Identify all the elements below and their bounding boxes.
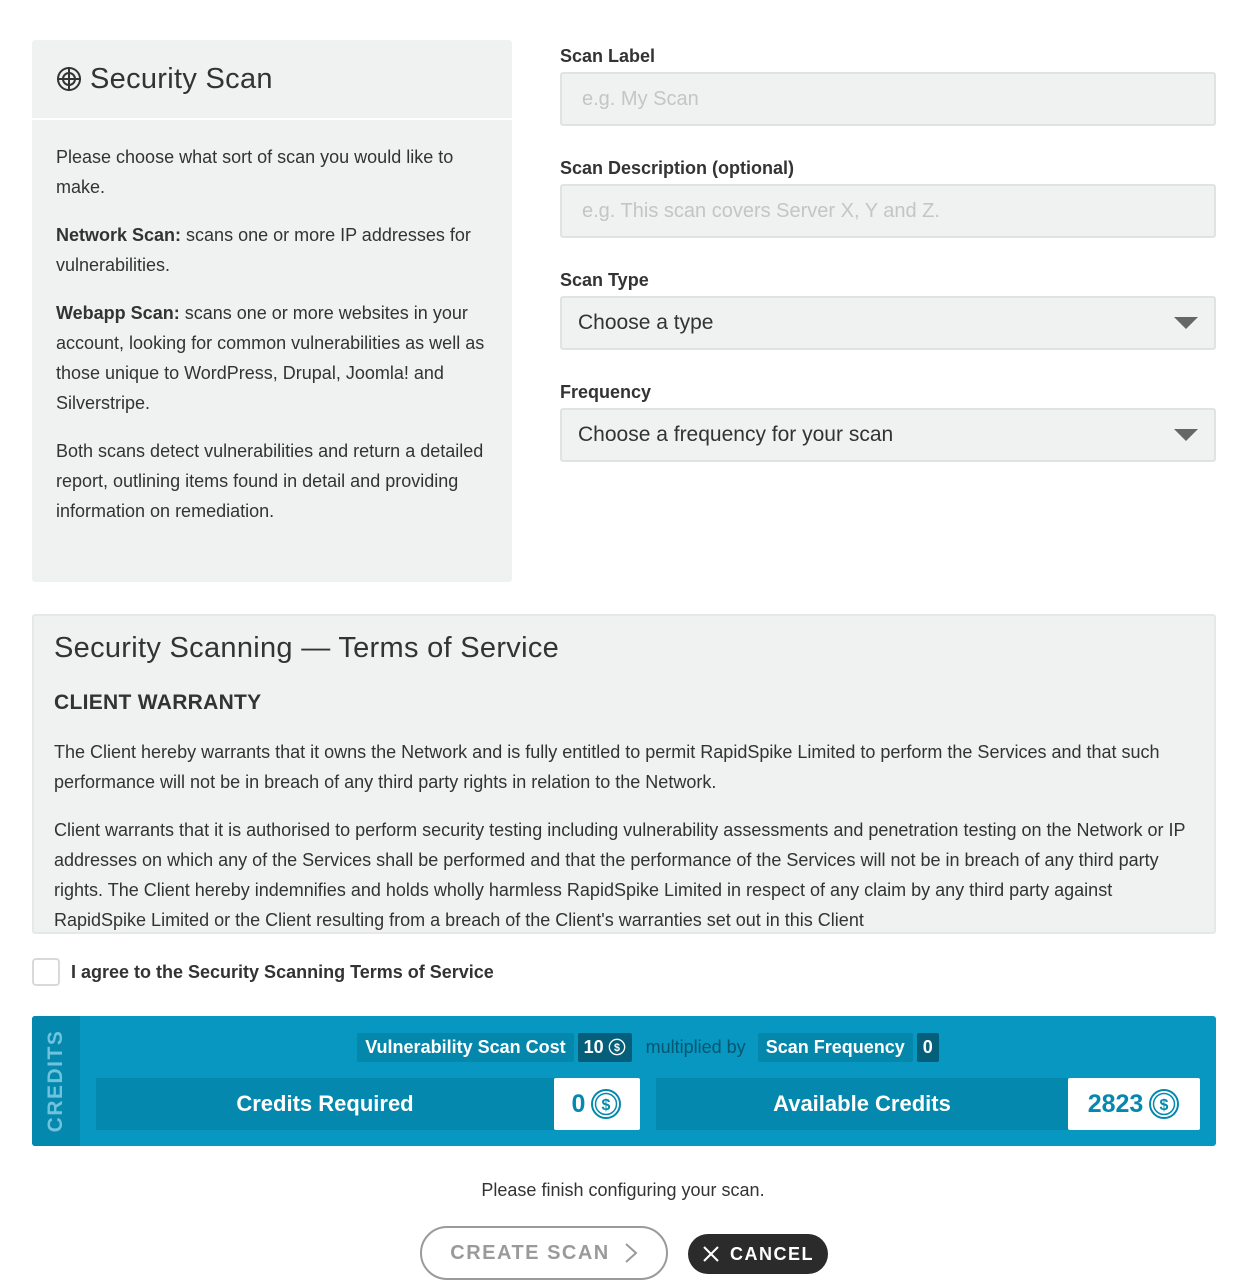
scan-cost-label: Vulnerability Scan Cost [357, 1033, 573, 1062]
scan-frequency-label: Scan Frequency [758, 1033, 913, 1062]
credits-required-number: 0 [571, 1089, 586, 1118]
chevron-right-icon [624, 1242, 638, 1264]
scan-type-select[interactable] [560, 296, 1216, 350]
terms-paragraph: Client warrants that it is authorised to perform security testing including vulnerability assessments and penetration testing on the Network or IP addresses on which any of the Services shall be performed and that the performance of the Services will not be in breach of any third party rights. The Client hereby indemnifies and holds wholly harmless RapidSpike Limited in respect of any claim by any third party against RapidSpike Limited or the Client resulting from a breach of the Client's warranties set out in this Client [54, 820, 1186, 930]
credits-required-value [554, 1078, 640, 1130]
info-panel [32, 40, 512, 582]
dollar-coin-icon [1148, 1088, 1180, 1120]
cancel-button[interactable] [688, 1234, 828, 1274]
available-credits-label: Available Credits [773, 1091, 951, 1116]
frequency-label: Frequency [560, 381, 652, 402]
scan-type-value: Choose a type [578, 311, 714, 334]
svg-text:$: $ [1159, 1097, 1169, 1114]
info-network [56, 220, 488, 280]
crosshair-icon [56, 66, 82, 92]
cancel-label: CANCEL [730, 1243, 814, 1264]
agree-checkbox[interactable] [32, 958, 60, 986]
available-credits-number: 2823 [1087, 1089, 1144, 1118]
scan-description-input[interactable] [560, 184, 1216, 238]
scan-description-label: Scan Description (optional) [560, 157, 795, 178]
network-scan-label: Network Scan: [56, 225, 182, 245]
dollar-coin-icon [590, 1088, 622, 1120]
close-icon [702, 1245, 720, 1263]
webapp-scan-text: scans one or more websites in your account, looking for common vulnerabilities as well as those unique to WordPress, Drupal, Joomla! and Silverstripe. [56, 303, 485, 413]
info-intro: Please choose what sort of scan you would like to make. [56, 147, 454, 197]
scan-cost-number: 10 [583, 1036, 604, 1057]
create-scan-button[interactable] [420, 1226, 668, 1280]
available-credits-value [1068, 1078, 1200, 1130]
credits-required-label: Credits Required [236, 1091, 414, 1116]
agree-label[interactable]: I agree to the Security Scanning Terms of Service [71, 961, 494, 982]
webapp-scan-label: Webapp Scan: [56, 303, 180, 323]
terms-heading: CLIENT WARRANTY [54, 691, 262, 714]
info-header [32, 40, 512, 120]
caret-down-icon [1174, 317, 1198, 329]
credits-side-label: CREDITS [44, 1029, 67, 1133]
terms-paragraph: The Client hereby warrants that it owns the Network and is fully entitled to permit RapidSpike Limited to perform the Services and that such performance will not be in breach of any third party rights in relation to the Network. [54, 742, 1160, 792]
scan-label-input[interactable] [560, 72, 1216, 126]
credits-required-box [96, 1078, 640, 1130]
frequency-value: Choose a frequency for your scan [578, 423, 894, 446]
svg-text:$: $ [602, 1097, 611, 1114]
frequency-select[interactable] [560, 408, 1216, 462]
multiplied-by-text: multiplied by [645, 1036, 746, 1057]
credits-panel [32, 1016, 1216, 1146]
scan-form [560, 40, 1216, 488]
agree-row [32, 958, 494, 986]
credits-calculation [80, 1032, 1216, 1062]
info-body [32, 120, 512, 526]
network-scan-text: scans one or more IP addresses for vulnerabilities. [56, 225, 471, 275]
create-scan-label: CREATE SCAN [450, 1241, 610, 1264]
status-message: Please finish configuring your scan. [481, 1180, 765, 1200]
svg-text:$: $ [613, 1042, 620, 1055]
info-both: Both scans detect vulnerabilities and return a detailed report, outlining items found in detail and providing information on remediation. [56, 441, 484, 521]
caret-down-icon [1174, 429, 1198, 441]
scan-type-label: Scan Type [560, 269, 649, 290]
credits-side-tab [32, 1016, 80, 1146]
terms-panel[interactable] [32, 614, 1216, 934]
scan-cost-value [578, 1033, 632, 1062]
terms-title: Security Scanning — Terms of Service [54, 632, 560, 664]
dollar-coin-icon [608, 1038, 626, 1056]
scan-frequency-value: 0 [917, 1033, 939, 1062]
info-title: Security Scan [90, 62, 273, 95]
available-credits-box [656, 1078, 1200, 1130]
info-webapp [56, 298, 488, 418]
scan-label-label: Scan Label [560, 45, 656, 66]
